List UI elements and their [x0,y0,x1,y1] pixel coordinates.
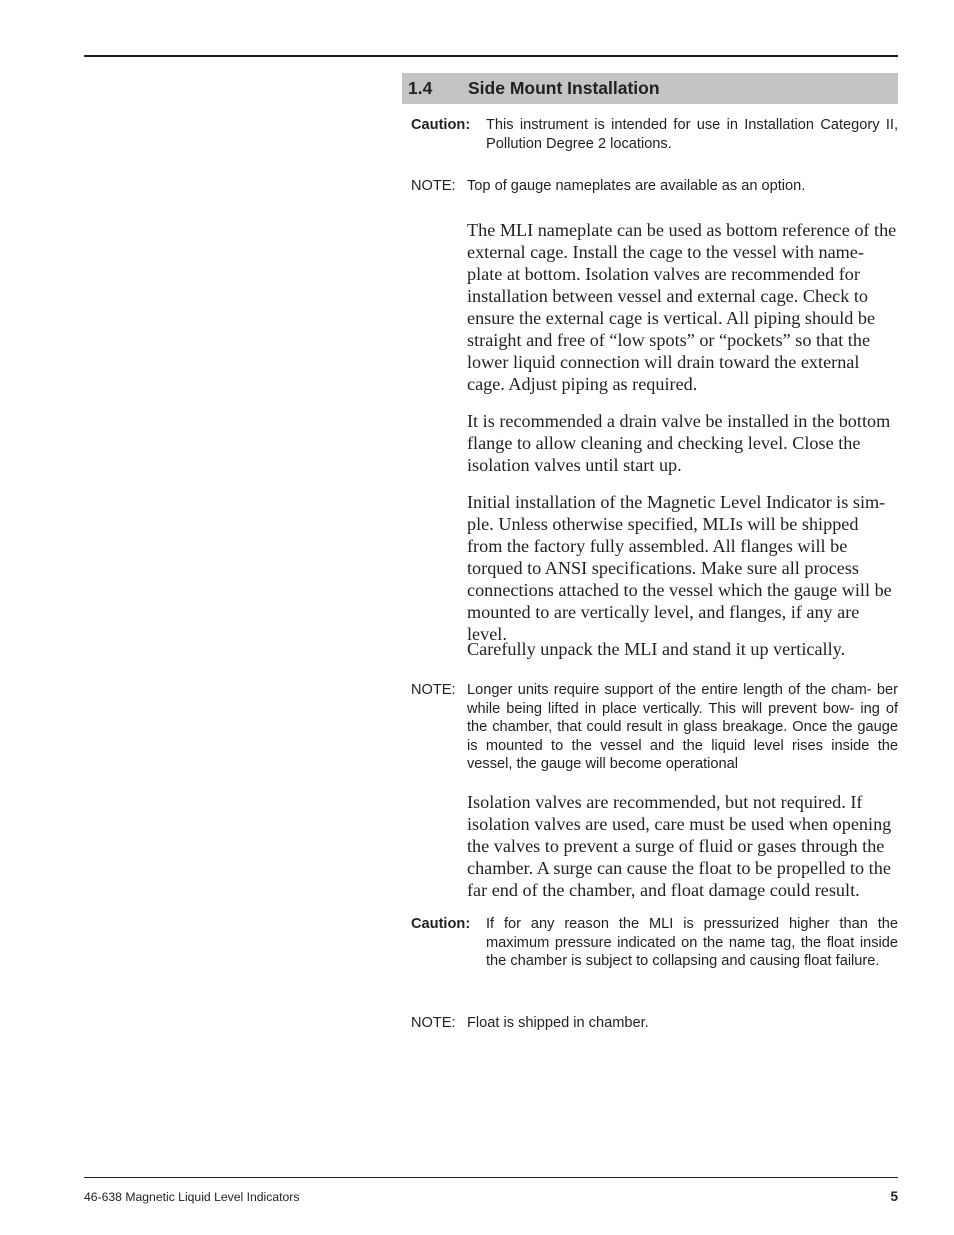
footer-rule [84,1177,898,1178]
caution-label: Caution: [411,117,471,133]
paragraph-1: The MLI nameplate can be used as bottom reference of the external cage. Install the cage to the vessel with name- plate at bottom. Isolation valves are recommended for installation between vessel and external cage. Check to ensure the external cage is vertical. All piping should be straight and free of “low spots” or “pockets” so that the lower liquid connection will drain toward the external cage. Adjust piping as required. [467,220,897,394]
note-label: NOTE: [411,1015,456,1031]
paragraph-4: Carefully unpack the MLI and stand it up vertically. [467,639,846,659]
page-number: 5 [890,1189,898,1204]
caution-text-1: This instrument is intended for use in Installation Category II, Pollution Degree 2 locations. [486,117,898,152]
paragraph-5: Isolation valves are recommended, but not required. If isolation valves are used, care must be used when opening the valves to prevent a surge of fluid or gases through the chamber. A surge can cause the float to be propelled to the far end of the chamber, and float damage could result. [467,792,892,900]
section-title: Side Mount Installation [468,78,660,98]
note-text-1: Top of gauge nameplates are available as an option. [467,178,806,194]
paragraph-2: It is recommended a drain valve be installed in the bottom flange to allow cleaning and checking level. Close the isolation valves until start up. [467,411,891,475]
section-number: 1.4 [408,78,433,98]
caution-text-2: If for any reason the MLI is pressurized higher than the maximum pressure indicated on the name tag, the float inside the chamber is subject to collapsing and causing float failure. [486,916,898,969]
note-text-3: Float is shipped in chamber. [467,1015,649,1031]
top-rule [84,55,898,57]
footer-document-title: 46-638 Magnetic Liquid Level Indicators [84,1190,300,1204]
paragraph-3: Initial installation of the Magnetic Level Indicator is sim- ple. Unless otherwise specified, MLIs will be shipped from the factory fully assembled. All flanges will be torqued to ANSI specifications. Make sure all process connections attached to the vessel which the gauge will be mounted to are vertically level, and flanges, if any are level. [467,492,892,644]
note-text-2: Longer units require support of the entire length of the cham- ber while being lifted in place vertically. This will prevent bow- ing of the chamber, that could result in glass breakage. Once the gauge is mounted to the vessel and the liquid level rises inside the vessel, the gauge will become operational [467,682,898,772]
note-label: NOTE: [411,178,456,194]
note-label: NOTE: [411,682,456,698]
section-header [402,73,898,104]
caution-label: Caution: [411,916,471,932]
